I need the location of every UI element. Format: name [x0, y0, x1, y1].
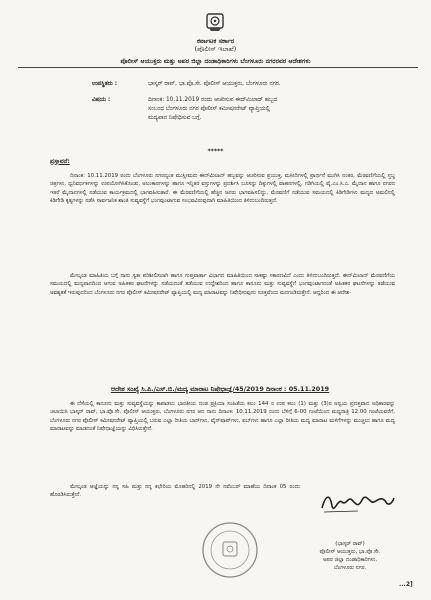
handwritten-signature	[318, 488, 398, 518]
vishaya-line-1: ದಿನಾಂಕ: 10.11.2019 ರಂದು ಆಚರಿಸುವ ಈದ್‌ಮಿಲಾದ್ ಹಬ್ಬದ	[148, 97, 278, 103]
order-number-title: ಆದೇಶ ಸಂಖ್ಯೆ ಸಿ.ಪಿ./ಎಸ್.ಬಿ./ಮದ್ಯ ಮಾರಾಟ ನಿಷೇಧಾಜ್ಞೆ/45/2019 ದಿನಾಂಕ : 05.11.2019	[110, 385, 330, 393]
signature-block	[300, 540, 400, 572]
vishaya-line-3: ಮದ್ಯಪಾನ ನಿಷೇಧಿಸುವ ಬಗ್ಗೆ.	[148, 115, 202, 121]
vishaya-label: ವಿಷಯ :	[92, 97, 111, 103]
paragraph-4: ಮೇಲ್ಕಂಡ ಆಜ್ಞೆಯನ್ನು ನನ್ನ ಸಹಿ ಮತ್ತು ನನ್ನ ಕಛೇರಿಯ ಮೊಹರಿನಲ್ಲಿ 2019 ನೇ ನವೆಂಬರ್ ಮಾಹೆಯ ದಿನಾಂಕ 05 ರಂದು ಹೊರಡಿಸಿರುತ್ತೇನೆ.	[50, 484, 300, 499]
page-number: ...2]	[399, 581, 413, 588]
header-divider	[18, 67, 418, 68]
upasthitaru-value: ಭಾಸ್ಕರ್ ರಾವ್, ಭಾ.ಪೊ.ಸೇ. ಪೊಲೀಸ್ ಆಯುಕ್ತರು, ಬೆಂಗಳೂರು ನಗರ.	[148, 81, 281, 87]
paragraph-1: ದಿನಾಂಕ: 10.11.2019 ರಂದು ಬೆಂಗಳೂರು ನಗರದ್ಯಂತ ಮುಸ್ಲೀಮರು ಈದ್‌ಮಿಲಾದ್ ಹಬ್ಬವನ್ನು ಆಚರಿಸುವ ಪ್ರಯುಕ್ತ, ಮಸೀದಿಗಳಲ್ಲಿ ಪ್ರಾರ್ಥನೆ ಮುಗಿಸಿ ನಂತರ, ಮೆರವಣಿಗೆಯಲ್ಲಿ ಸ್ತಬ್ಧ ಚಿತ್ರಗಳು, ಧ್ವನಿವರ್ಧಕಗಳನ್ನು ಉಪಯೋಗಿಸಿಕೊಂಡು, ಅಲಂಕಾರಗಳನ್ನು ಹಾಗೂ ಇನ್ನಿತರ ವಸ್ತುಗಳನ್ನು ಪ್ರದರ್ಶಿಸಿ ಬೂಸನ್ನು ದಿಕ್ಕುಗಳಲ್ಲಿ ವಾಹನಗಳಲ್ಲಿ, ಗಡಿಗಿಯಲ್ಲಿ ವೈ.ಎಂ.ಸಿ.ಎ. ಮೈದಾನ ಹಾಗೂ ನಗರದ ಇತರೆ ಮೈದಾನಗಳಲ್ಲಿ ನಡೆಯುವ ಕಾರ್ಯಕ್ರಮದಲ್ಲಿ ಭಾಗವಹಿಸುತಾರೆ. ಈ ಮೆರವಣಿಗೆಯಲ್ಲಿ ಹೆಚ್ಚಿನ ಜನರು ಭಾಗವಹಿಸಲಿದ್ದು, ಮೆರವಣಿಗೆ ನಡೆಯುವ ಸಮಯದಲ್ಲಿ ಕಿಡಿಗೇಡಿಗಳು ಮದ್ಯದ ಅಮಲಿನಲ್ಲಿ ಕಿಡಿಗೇಡಿ ಕೃತ್ಯಗಳನ್ನು ನಡೆಸಿ ಸಾರ್ವಜನಿಕ ಶಾಂತಿ ಸುವ್ಯವಸ್ಥೆಗೆ ಭಂಗವುಂಟಾಗುವ ಸಂಭವವಿರುವುದಾಗಿ ಮಾಹಿತಿಯಿಂದ ತಿಳಿದುಬಂದಿರುತ್ತದೆ.	[50, 173, 395, 205]
signatory-name: (ಭಾಸ್ಕರ್ ರಾವ್)	[335, 541, 365, 547]
vishaya-line-2: ಸಂಬಂಧ ಬೆಂಗಳೂರು ನಗರ ಪೊಲೀಸ್ ಕಮೀಷನರೇಟ್ ವ್ಯಾಪ್ತಿಯಲ್ಲಿ	[148, 106, 270, 112]
office-seal-stamp	[200, 520, 260, 580]
signatory-place: ಬೆಂಗಳೂರು ನಗರ.	[333, 565, 367, 572]
state-emblem-icon	[204, 12, 226, 32]
office-title: ಪೊಲೀಸ್ ಆಯುಕ್ತರು ಮತ್ತು ಅಪರ ಜಿಲ್ಲಾ ದಂಡಾಧಿಕಾರಿಗಳು ಬೆಂಗಳೂರು ನಗರರವರ ಆದೇಶಗಳು	[120, 58, 311, 65]
separator-stars: *****	[207, 148, 224, 155]
govt-title: ಕರ್ನಾಟಕ ಸರ್ಕಾರ	[196, 37, 235, 45]
upasthitaru-label: ಉಪಸ್ಥಿತರು :	[92, 81, 118, 87]
department-title: (ಪೊಲೀಸ್ ಇಲಾಖೆ)	[194, 45, 237, 53]
signatory-role: ಅಪರ ಜಿಲ್ಲಾ ದಂಡಾಧಿಕಾರಿಗಳು,	[322, 557, 378, 564]
paragraph-3: ಈ ದೆಸೆಯಲ್ಲಿ ಕಾನೂನು ಮತ್ತು ಸುವ್ಯವಸ್ಥೆಯನ್ನು ಕಾಪಾಡಲು ಭಾರತೀಯ ದಂಡ ಪ್ರಕ್ರಿಯಾ ಸಂಹಿತೆಯ ಕಲಂ 144 ರ ಉಪ ಕಲಂ (1) ಮತ್ತು (3)ರ ಅನ್ವಯ ಪ್ರದತ್ತವಾದ ಅಧಿಕಾರವನ್ನು ಚಲಾಯಿಸಿ ಭಾಸ್ಕರ್ ರಾವ್, ಭಾ.ಪೊ.ಸೇ. ಪೊಲೀಸ್ ಆಯುಕ್ತರು, ಬೆಂಗಳೂರು ನಗರ ಆದ ನಾನು ದಿನಾಂಕ: 10.11.2019 ರಂದು ಬೆಳಿಗ್ಗೆ 6-00 ಗಂಟೆಯಿಂದ ಮಧ್ಯರಾತ್ರಿ 12.00 ಗಂಟೆಯವರೆಗೆ, ಬೆಂಗಳೂರು ನಗರ ಪೊಲೀಸ್ ಕಮೀಷನರೇಟ್ ವ್ಯಾಪ್ತಿಯಲ್ಲಿ ಬರುವ ಎಲ್ಲಾ ರೀತಿಯ ಬಾರ್‌ಗಳು, ವೈನ್‌ಷಾಪ್‌ಗಳು, ಪಬ್‌ಗಳು ಹಾಗೂ ಎಲ್ಲಾ ರೀತಿಯ ಮದ್ಯ ಮಾರಾಟ ಮಳಿಗೆಗಳನ್ನು ಮುಚ್ಚಲು ಹಾಗೂ ಮದ್ಯ ಮಾರಾಟವನ್ನು ಮಾಡದಂತೆ ನಿಷೇಧಾಜ್ಞೆಯನ್ನು ವಿಧಿಸಿರುತ್ತೇನೆ.	[50, 401, 395, 433]
prastavane-heading: ಪ್ರಸ್ತಾವನೆ:	[50, 158, 70, 165]
paragraph-2: ಮೇಲ್ಕಂಡ ಮಾಹಿತಿಯ ಬಗ್ಗೆ ನಾನು ಸ್ವತಃ ಪರಿಶೀಲಿಸಲಾಗಿ ಹಾಗೂ ಗುಪ್ತವಾರ್ತಾ ವಿಭಾಗದ ಮಾಹಿತಿಯಿಂದ ಸಾಕಷ್ಟು ಸಕಾರಣವಿದೆ ಎಂದು ತಿಳಿದುಬಂದಿರುತ್ತದೆ. ಈದ್‌ಮಿಲಾದ್ ಮೆರವಣಿಗೆಯ ಸಮಯದಲ್ಲಿ ಮದ್ಯಪಾನದಿಂದ ಆಗುವ ಅಹಿತಕರ ಘಟನೆಗಳನ್ನು ನಡೆಯದಂತೆ ತಡೆಯುವ ಉದ್ದೇಶದಿಂದ ಹಾಗೂ ಕಾನೂನು ಮತ್ತು ಸುವ್ಯವಸ್ಥೆಗೆ ಭಂಗವುಂಟಾಗದಂತೆ ಅಹಿತಕರ ಘಟನೆಗಳನ್ನು ತಡೆಯುವ ಅವಶ್ಯಕತೆ ಇರುವುದರಿಂದ ಬೆಂಗಳೂರು ನಗರ ಪೊಲೀಸ್ ಕಮೀಷನರೇಟ್ ವ್ಯಾಪ್ತಿಯಲ್ಲಿ ಮದ್ಯ ಮಾರಾಟವನ್ನು ನಿಷೇಧಿಸುವುದು ಸೂಕ್ತವೆಂದು ಮನಗಂಡಿರುತ್ತೇನೆ. ಆದ್ದರಿಂದ ಈ ಆದೇಶ-	[50, 273, 395, 296]
signatory-designation: ಪೊಲೀಸ್ ಆಯುಕ್ತರು, ಭಾ.ಪೊ.ಸೇ.	[319, 549, 381, 556]
